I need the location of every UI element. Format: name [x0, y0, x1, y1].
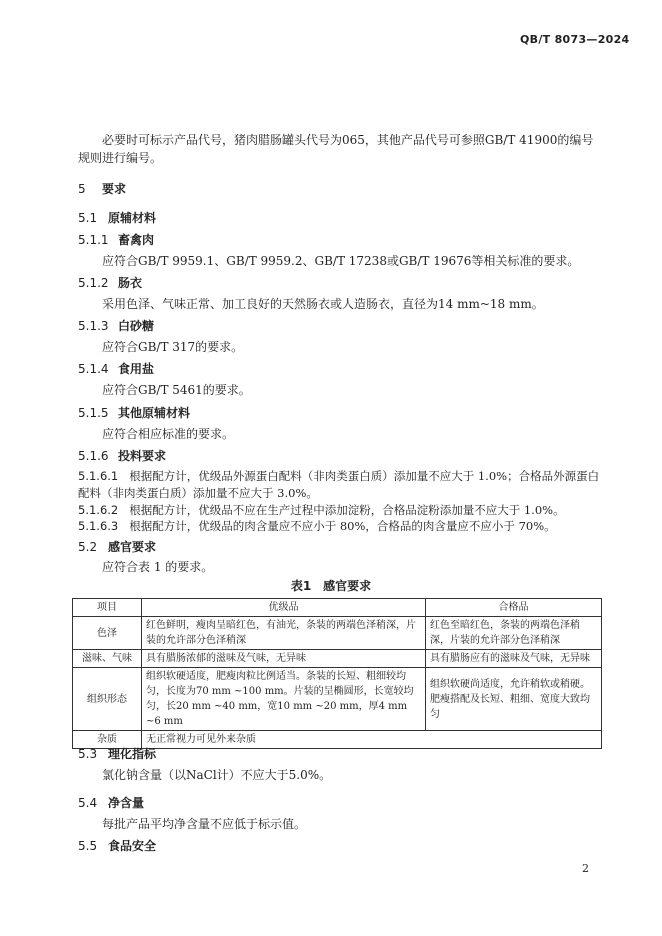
- section-5-3-heading: [78, 745, 156, 762]
- section-5-2-heading: [78, 538, 156, 555]
- section-number: 5.5: [78, 839, 98, 853]
- section-title: 要求: [102, 182, 127, 196]
- table-row: [73, 668, 602, 731]
- section-number: 5.1.4: [78, 362, 109, 376]
- section-title: 理化指标: [108, 747, 157, 761]
- section-5-5-heading: [78, 837, 156, 854]
- item-cell: 色泽: [73, 617, 142, 650]
- section-5-4-heading: [78, 794, 144, 811]
- item-cell: 组织形态: [73, 668, 142, 731]
- section-5-1-2-body: 采用色泽、气味正常、加工良好的天然肠衣或人造肠衣，直径为14 mm~18 mm。: [102, 297, 544, 311]
- table-header-row: [73, 599, 602, 617]
- table-row: [73, 650, 602, 668]
- section-number: 5.1.3: [78, 319, 109, 333]
- section-5-1-5-body: 应符合相应标准的要求。: [102, 427, 235, 441]
- clause-5-1-6-1: [78, 468, 600, 502]
- section-number: 5.1.1: [78, 233, 109, 247]
- section-title: 白砂糖: [118, 319, 155, 333]
- clause-5-1-6-2: [78, 502, 600, 519]
- standard-code: QB/T 8073—2024: [520, 33, 630, 46]
- section-5-1-heading: [78, 209, 156, 226]
- section-5-2-body: 应符合表 1 的要求。: [102, 560, 214, 574]
- section-title: 投料要求: [118, 449, 167, 463]
- clause-text: 根据配方计，优级品的肉含量应不应小于 80%，合格品的肉含量应不应小于 70%。: [129, 519, 556, 533]
- section-title: 食品安全: [108, 839, 157, 853]
- section-number: 5.1: [78, 211, 98, 225]
- excellent-cell: 红色鲜明，瘦肉呈暗红色，有油光，条装的两端色泽稍深，片装的允许部分色泽稍深: [142, 617, 426, 650]
- page-number: 2: [582, 862, 589, 875]
- section-number: 5.1.2: [78, 276, 109, 290]
- column-header-item: 项目: [73, 599, 142, 617]
- intro-paragraph: 必要时可标示产品代号，猪肉腊肠罐头代号为065，其他产品代号可参照GB/T 41900的编号规则进行编号。: [78, 133, 594, 165]
- section-5-1-3-body: 应符合GB/T 317的要求。: [102, 340, 244, 354]
- section-title: 其他原辅材料: [118, 406, 191, 420]
- section-number: 5.2: [78, 540, 98, 554]
- item-cell: 杂质: [73, 731, 142, 749]
- section-5-1-2-heading: [78, 274, 142, 291]
- table-row: [73, 617, 602, 650]
- clause-text: 根据配方计，优级品不应在生产过程中添加淀粉，合格品淀粉添加量不应大于 1.0%。: [129, 503, 565, 517]
- excellent-cell: 具有腊肠浓郁的滋味及气味，无异味: [142, 650, 426, 668]
- item-cell: 滋味、气味: [73, 650, 142, 668]
- sensory-requirements-table: [72, 598, 602, 749]
- section-number: 5.1.5: [78, 406, 109, 420]
- section-5-1-3-heading: [78, 317, 154, 334]
- section-5-1-6-heading: [78, 447, 166, 464]
- qualified-cell: 具有腊肠应有的滋味及气味，无异味: [426, 650, 602, 668]
- section-5-4-body: 每批产品平均净含量不应低于标示值。: [102, 817, 307, 831]
- section-title: 净含量: [108, 796, 145, 810]
- section-title: 肠衣: [118, 276, 143, 290]
- clause-number: 5.1.6.2: [78, 503, 119, 517]
- column-header-qualified: 合格品: [426, 599, 602, 617]
- section-title: 原辅材料: [108, 211, 157, 225]
- section-5-1-4-body: 应符合GB/T 5461的要求。: [102, 383, 251, 397]
- section-5-1-4-heading: [78, 360, 154, 377]
- section-number: 5.1.6: [78, 449, 109, 463]
- section-title: 畜禽肉: [118, 233, 155, 247]
- section-5-heading: [78, 180, 126, 197]
- clause-5-1-6-3: [78, 518, 600, 535]
- section-title: 食用盐: [118, 362, 155, 376]
- section-number: 5.4: [78, 796, 98, 810]
- qualified-cell: 组织软硬尚适度，允许稍软或稍硬。肥瘦搭配及长短、粗细、宽度大致均匀: [426, 668, 602, 731]
- clause-number: 5.1.6.3: [78, 519, 119, 533]
- section-number: 5.3: [78, 747, 98, 761]
- clause-text: 根据配方计，优级品外源蛋白配料（非肉类蛋白质）添加量不应大于 1.0%；合格品外源蛋白配料（非肉类蛋白质）添加量不应大于 3.0%。: [78, 469, 600, 500]
- table-caption: 表1 感官要求: [290, 579, 372, 593]
- section-5-1-1-body: 应符合GB/T 9959.1、GB/T 9959.2、GB/T 17238或GB/T 19676等相关标准的要求。: [102, 254, 580, 268]
- section-number: 5: [78, 182, 86, 196]
- section-5-1-5-heading: [78, 404, 190, 421]
- section-5-3-body: 氯化钠含量（以NaCl计）不应大于5.0%。: [102, 768, 332, 782]
- qualified-cell: 红色至暗红色，条装的两端色泽稍深，片装的允许部分色泽稍深: [426, 617, 602, 650]
- clause-number: 5.1.6.1: [78, 469, 119, 483]
- section-title: 感官要求: [108, 540, 157, 554]
- excellent-cell: 组织软硬适度，肥瘦肉粒比例适当。条装的长短、粗细较均匀，长度为70 mm ~100 mm。片装的呈椭圆形，长宽较均匀，长20 mm ~40 mm，宽10 mm ~20 mm，厚4 mm ~6 mm: [142, 668, 426, 731]
- section-5-1-1-heading: [78, 231, 154, 248]
- column-header-excellent: 优级品: [142, 599, 426, 617]
- merged-cell: 无正常视力可见外来杂质: [142, 731, 602, 749]
